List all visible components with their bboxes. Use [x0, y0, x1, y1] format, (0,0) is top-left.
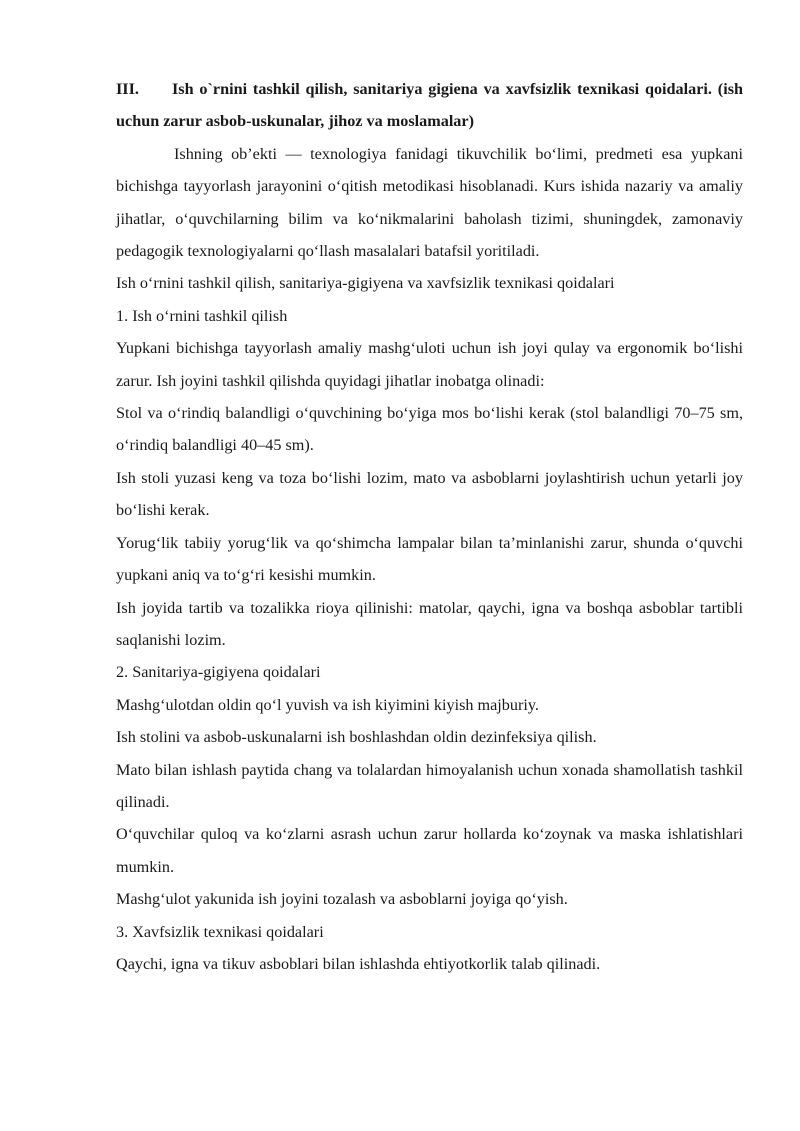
- subsection-heading-1: 1. Ish o‘rnini tashkil qilish: [116, 306, 288, 325]
- subtitle-line: Ish o‘rnini tashkil qilish, sanitariya-gigiyena va xavfsizlik texnikasi qoidalari: [116, 274, 615, 293]
- paragraph-8: Mato bilan ishlash paytida chang va tolalardan himoyalanish uchun xonada shamollatish tashkil qilinadi.: [116, 760, 743, 811]
- paragraph-11: Qaychi, igna va tikuv asboblari bilan ishlashda ehtiyotkorlik talab qilinadi.: [116, 954, 601, 973]
- subsection-heading-2: 2. Sanitariya-gigiyena qoidalari: [116, 663, 321, 682]
- paragraph-6: Mashg‘ulotdan oldin qo‘l yuvish va ish kiyimini kiyish majburiy.: [116, 695, 539, 714]
- paragraph-7: Ish stolini va asbob-uskunalarni ish boshlashdan oldin dezinfeksiya qilish.: [116, 728, 597, 747]
- paragraph-3: Ish stoli yuzasi keng va toza bo‘lishi lozim, mato va asboblarni joylashtirish uchun yetarli joy bo‘lishi kerak.: [116, 468, 743, 520]
- intro-paragraph: Ishning ob’ekti — texnologiya fanidagi tikuvchilik bo‘limi, predmeti esa yupkani bichishga tayyorlash jarayonini o‘qitish metodikasi hisoblanadi. Kurs ishida nazariy va amaliy jihatlar, o‘quvchilarning bilim va ko‘nikmalarini baholash tizimi, shuningdek, zamonaviy pedagogik texnologiyalarni qo‘llash masalalari batafsil yoritiladi.: [116, 144, 743, 261]
- subsection-heading-3: 3. Xavfsizlik texnikasi qoidalari: [116, 922, 324, 941]
- paragraph-5: Ish joyida tartib va tozalikka rioya qilinishi: matolar, qaychi, igna va boshqa asboblar tartibli saqlanishi lozim.: [116, 598, 743, 649]
- section-numeral: III.: [116, 80, 139, 98]
- section-heading: [116, 73, 743, 138]
- document-page: [116, 73, 743, 980]
- paragraph-1: Yupkani bichishga tayyorlash amaliy mashg‘uloti uchun ish joyi qulay va ergonomik bo‘lishi zarur. Ish joyini tashkil qilishda quyidagi jihatlar inobatga olinadi:: [116, 339, 743, 390]
- paragraph-10: Mashg‘ulot yakunida ish joyini tozalash va asboblarni joyiga qo‘yish.: [116, 890, 568, 909]
- paragraph-4: Yorug‘lik tabiiy yorug‘lik va qo‘shimcha lampalar bilan ta’minlanishi zarur, shunda o‘quvchi yupkani aniq va to‘g‘ri kesishi mumkin.: [116, 533, 743, 585]
- paragraph-2: Stol va o‘rindiq balandligi o‘quvchining bo‘yiga mos bo‘lishi kerak (stol balandligi 70–75 sm, o‘rindiq balandligi 40–45 sm).: [116, 404, 743, 455]
- section-title: Ish o`rnini tashkil qilish, sanitariya gigiena va xavfsizlik texnikasi qoidalari. (ish uchun zarur asbob-uskunalar, jihoz va moslamalar): [116, 80, 743, 131]
- paragraph-9: O‘quvchilar quloq va ko‘zlarni asrash uchun zarur hollarda ko‘zoynak va maska ishlatishlari mumkin.: [116, 825, 743, 876]
